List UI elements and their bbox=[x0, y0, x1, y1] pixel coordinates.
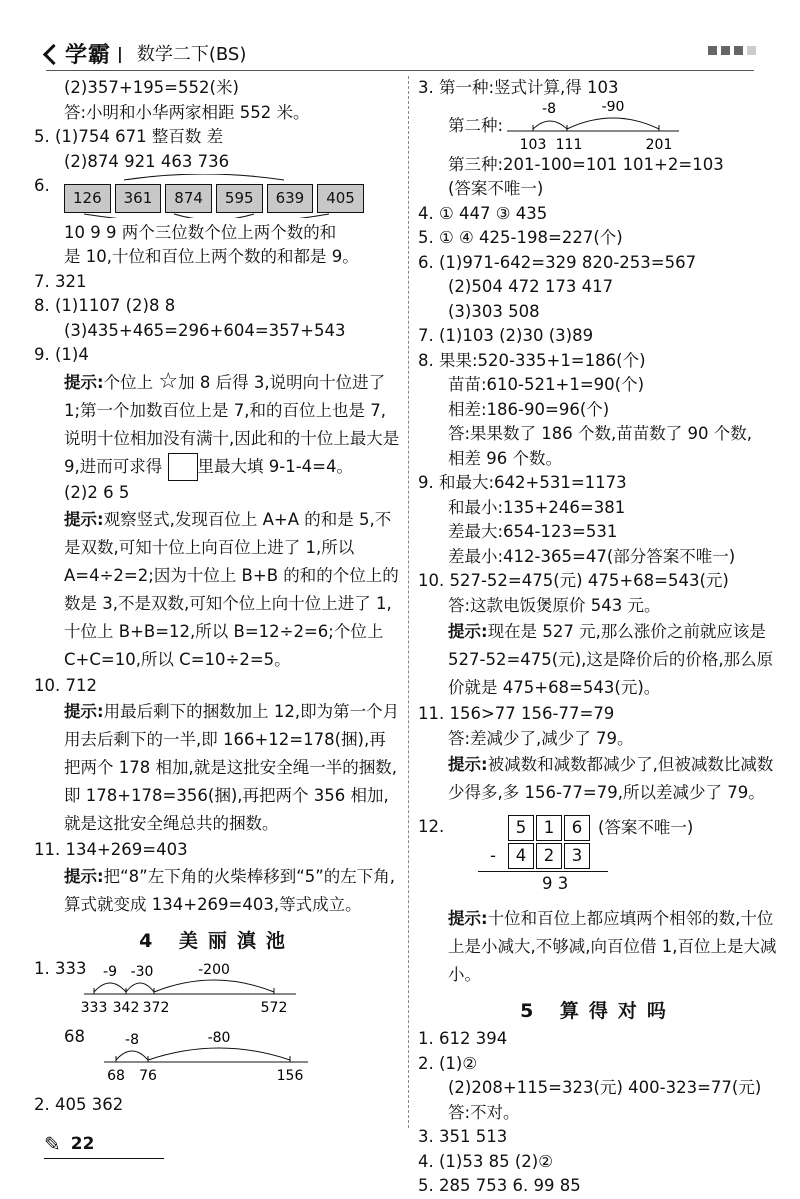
number-box: 639 bbox=[267, 184, 314, 213]
hint-text: 用最后剩下的捆数加上 12,即为第一个月用去后剩下的一半,即 166+12=178(捆),再把两个 178 相加,就是这批安全绳一半的捆数,即 178+178=356(捆),再把两个 356 相加,就是这批安全绳总共的捆数。 bbox=[64, 702, 400, 833]
hint-block bbox=[34, 368, 400, 482]
hint-text: 把“8”左下角的火柴棒移到“5”的左下角,算式就变成 134+269=403,等式成立。 bbox=[64, 866, 396, 914]
answer-line: 答:不对。 bbox=[448, 1102, 520, 1122]
digit-box: 5 bbox=[508, 815, 534, 841]
answer-line: (3)435+465=296+604=357+543 bbox=[64, 320, 346, 340]
answer-line: (2)208+115=323(元) 400-323=77(元) bbox=[448, 1078, 762, 1097]
answer-line: (3)303 508 bbox=[448, 301, 540, 321]
answer-line: 6. (1)971-642=329 820-253=567 bbox=[418, 252, 697, 272]
column-divider bbox=[408, 76, 409, 1128]
hint-text: 了 1;第一个加数百位上是 7,和的百位上也是 7,说明十位相加没有满十,因此和的十位上最大是 9,进而可求得 bbox=[64, 372, 400, 476]
footer-rule bbox=[44, 1158, 164, 1159]
page-footer bbox=[44, 1132, 94, 1156]
q6-label: 6. bbox=[34, 176, 50, 195]
hint-text: 十位和百位上都应填两个相邻的数,十位上是小减大,不够减,向百位借 1,百位上是大减小。 bbox=[448, 908, 777, 984]
answer-line: (答案不唯一) bbox=[448, 179, 544, 198]
hint-label: 提示: bbox=[64, 372, 104, 392]
number-box: 874 bbox=[165, 184, 212, 213]
answer-line: 10. 712 bbox=[34, 675, 97, 695]
answer-line: 答:这款电饭煲原价 543 元。 bbox=[448, 595, 661, 615]
q6-boxes bbox=[34, 174, 400, 221]
hint-label: 提示: bbox=[448, 622, 488, 641]
answer-line: 答:小明和小华两家相距 552 米。 bbox=[64, 102, 310, 122]
answer-line: 相差 96 个数。 bbox=[448, 448, 562, 468]
answer-line: 差最小:412-365=47(部分答案不唯一) bbox=[448, 546, 736, 566]
minus-sign: - bbox=[490, 845, 496, 865]
answer-line: 5. ① ④ 425-198=227(个) bbox=[418, 228, 623, 247]
brand-logo bbox=[46, 38, 111, 69]
number-box: 405 bbox=[317, 184, 364, 213]
answer-line: 9. (1)4 bbox=[34, 345, 89, 364]
answer-line: 8. (1)1107 (2)8 8 bbox=[34, 296, 176, 315]
vertical-subtraction bbox=[418, 815, 778, 897]
hint-text: 现在是 527 元,那么涨价之前就应该是 527-52=475(元),这是降价后的价格,那么原价就是 475+68=543(元)。 bbox=[448, 622, 774, 697]
pencil-icon: ✎ bbox=[44, 1132, 61, 1156]
page-header: 学霸 | 数学二下(BS) bbox=[46, 38, 246, 68]
hint-block bbox=[418, 618, 778, 702]
method-two bbox=[418, 101, 778, 153]
answer-line: 68 bbox=[64, 1027, 85, 1046]
nl3-tick: 201 bbox=[645, 136, 673, 153]
hint-block bbox=[418, 751, 778, 807]
nl1-top: -30 bbox=[130, 963, 154, 980]
answer-line: 3. 第一种:竖式计算,得 103 bbox=[418, 78, 619, 97]
answer-line: (2)874 921 463 736 bbox=[64, 151, 230, 171]
hint-label: 提示: bbox=[448, 755, 488, 774]
nl2-tick: 156 bbox=[276, 1067, 304, 1084]
hint-label: 提示: bbox=[64, 866, 104, 886]
q6-arcs bbox=[64, 174, 344, 218]
nl1-tick: 333 bbox=[80, 999, 108, 1016]
section-title-5: 5 算得对吗 bbox=[520, 999, 676, 1022]
logo-text: 学霸 bbox=[65, 42, 112, 68]
hint-label: 提示: bbox=[64, 702, 104, 721]
answer-line: 4. (1)53 85 (2)② bbox=[418, 1151, 554, 1171]
q12-note: (答案不唯一) bbox=[598, 817, 694, 837]
section-title-4: 4 美丽滇池 bbox=[139, 929, 295, 952]
right-column bbox=[418, 76, 778, 1199]
answer-line: 苗苗:610-521+1=90(个) bbox=[448, 375, 645, 394]
answer-line: 答:差减少了,减少了 79。 bbox=[448, 728, 634, 748]
nl1-top: -9 bbox=[103, 963, 117, 980]
answer-line: 1. 612 394 bbox=[418, 1029, 508, 1048]
nl3-top: -8 bbox=[542, 100, 557, 117]
answer-line: 相差:186-90=96(个) bbox=[448, 399, 610, 419]
method-label: 第二种: bbox=[448, 116, 504, 136]
answer-line: 差最大:654-123=531 bbox=[448, 522, 618, 541]
digit-box: 6 bbox=[564, 815, 590, 841]
answer-line: 是 10,十位和百位上两个数的和都是 9。 bbox=[64, 247, 359, 266]
answer-line: 9. 和最大:642+531=1173 bbox=[418, 473, 627, 492]
answer-line: 5. (1)754 671 整百数 差 bbox=[34, 127, 224, 146]
q12-result: 9 3 bbox=[542, 874, 569, 893]
digit-box: 1 bbox=[536, 815, 562, 841]
answer-line: 1. 333 bbox=[34, 959, 87, 978]
nl1-tick: 372 bbox=[142, 999, 170, 1016]
answer-line: 3. 351 513 bbox=[418, 1127, 508, 1146]
answer-line: 10. 527-52=475(元) 475+68=543(元) bbox=[418, 571, 729, 590]
nl3-tick: 111 bbox=[555, 136, 583, 153]
number-line-3 bbox=[503, 101, 683, 153]
answer-line: 5. 285 753 6. 99 85 bbox=[418, 1176, 581, 1195]
digit-box: 4 bbox=[508, 843, 534, 869]
hint-label: 提示: bbox=[64, 509, 104, 529]
answer-line: 2. (1)② bbox=[418, 1053, 478, 1073]
nl2-tick: 68 bbox=[107, 1067, 125, 1084]
answer-line: 第三种:201-100=101 101+2=103 bbox=[448, 154, 724, 174]
subject-title: 数学二下(BS) bbox=[136, 44, 247, 65]
number-line-1 bbox=[74, 960, 314, 1018]
answer-line: 10 9 9 两个三位数个位上两个数的和 bbox=[64, 222, 337, 242]
left-column bbox=[34, 76, 400, 1118]
header-decoration bbox=[708, 46, 756, 55]
blank-box bbox=[168, 453, 198, 481]
nl2-top: -80 bbox=[207, 1029, 231, 1046]
answer-line: 8. 果果:520-335+1=186(个) bbox=[418, 350, 646, 370]
number-line-2 bbox=[94, 1028, 334, 1086]
hint-text: 被减数和减数都减少了,但被减数比减数少得多,多 156-77=79,所以差减少了 79。 bbox=[448, 755, 774, 802]
nl1-top: -200 bbox=[198, 961, 230, 978]
hint-block bbox=[34, 698, 400, 838]
answer-line: 2. 405 362 bbox=[34, 1095, 124, 1114]
nl1-tick: 572 bbox=[260, 999, 288, 1016]
page-number: 22 bbox=[70, 1134, 95, 1154]
answer-line: 答:果果数了 186 个数,苗苗数了 90 个数, bbox=[448, 424, 753, 443]
answer-line: (2)504 472 173 417 bbox=[448, 277, 614, 296]
nl1-tick: 342 bbox=[112, 999, 140, 1016]
answer-line: 和最小:135+246=381 bbox=[448, 497, 626, 517]
q12-label: 12. bbox=[418, 817, 445, 836]
hint-text: 加 8 后得 3,说明向十位进 bbox=[178, 372, 369, 392]
hint-text: 观察竖式,发现百位上 A+A 的和是 5,不是双数,可知十位上向百位上进了 1,所以 A=4÷2=2;因为十位上 B+B 的和的个位上的数是 3,不是双数,可知个位上向十位上进了 1,十位上 B+B=12,所以 B=12÷2=6;个位上 C+C=10,所以 C=10÷2=5。 bbox=[64, 509, 399, 669]
star-icon: ☆ bbox=[158, 368, 179, 394]
hint-label: 提示: bbox=[448, 908, 488, 928]
nl3-top: -90 bbox=[601, 100, 625, 115]
cap-icon bbox=[43, 43, 64, 64]
hint-block bbox=[418, 905, 778, 989]
nl2-tick: 76 bbox=[139, 1067, 157, 1084]
hint-text: 里最大填 9-1-4=4。 bbox=[197, 456, 353, 476]
header-rule bbox=[46, 70, 754, 71]
nl3-tick: 103 bbox=[519, 136, 547, 153]
answer-line: 4. ① 447 ③ 435 bbox=[418, 203, 548, 223]
answer-line: 7. 321 bbox=[34, 271, 87, 291]
digit-box: 3 bbox=[564, 843, 590, 869]
digit-box: 2 bbox=[536, 843, 562, 869]
answer-line: (2)357+195=552(米) bbox=[64, 78, 239, 97]
number-box: 126 bbox=[64, 184, 111, 213]
answer-line: 11. 156>77 156-77=79 bbox=[418, 704, 615, 723]
hint-text: 个位上 bbox=[103, 372, 154, 392]
number-box: 361 bbox=[115, 184, 162, 213]
hint-block bbox=[34, 863, 400, 919]
answer-line: 11. 134+269=403 bbox=[34, 840, 188, 859]
answer-line: (2)2 6 5 bbox=[64, 483, 130, 502]
answer-line: 7. (1)103 (2)30 (3)89 bbox=[418, 326, 594, 345]
hint-block bbox=[34, 506, 400, 674]
nl2-top: -8 bbox=[125, 1031, 139, 1048]
number-box: 595 bbox=[216, 184, 263, 213]
